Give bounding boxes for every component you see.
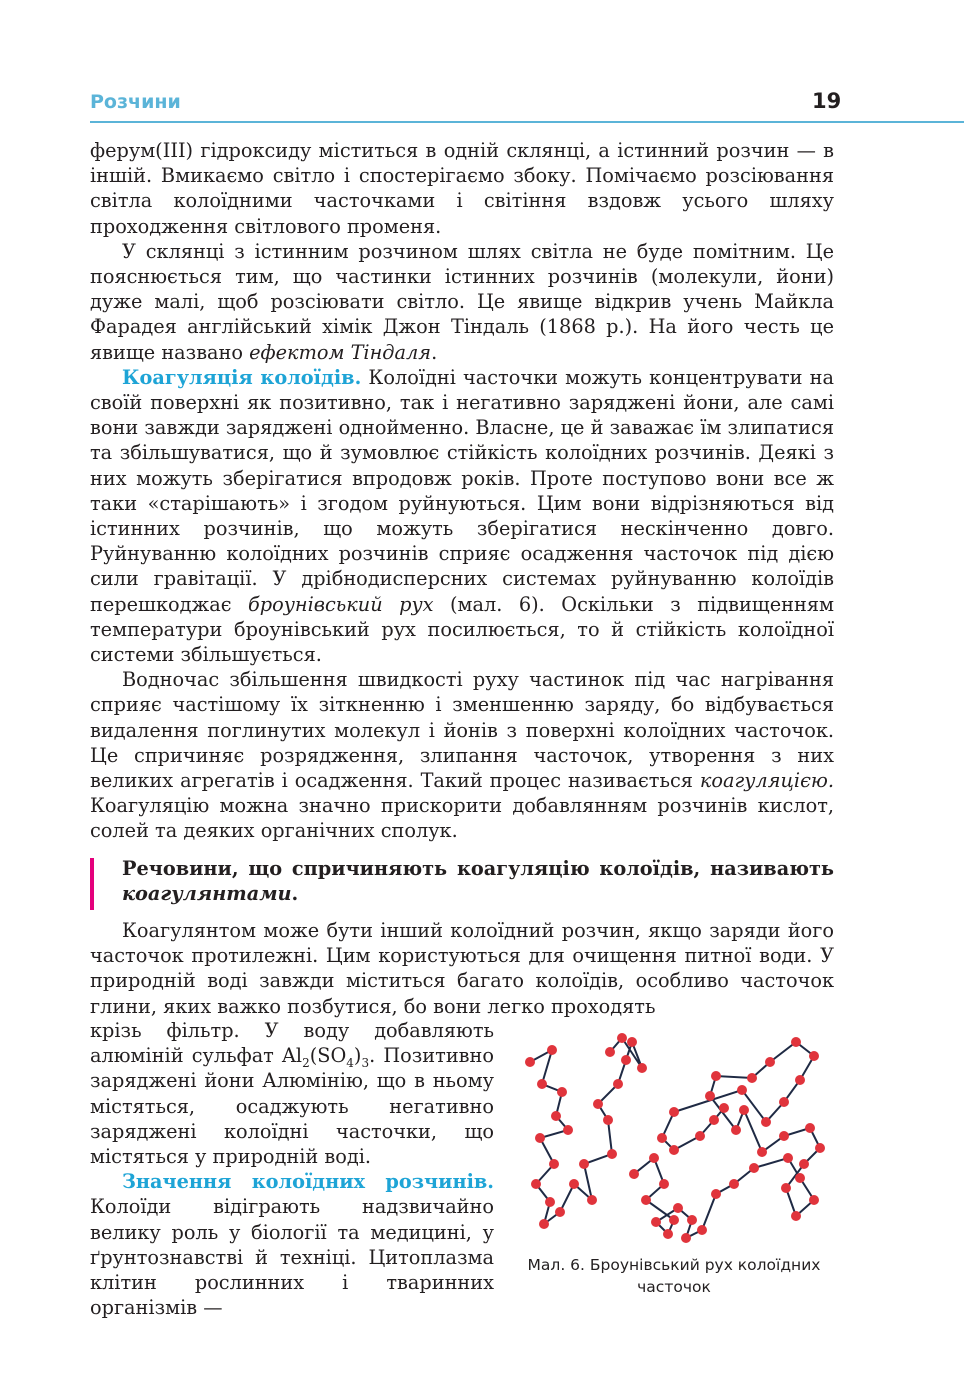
particle-dot xyxy=(809,1051,819,1061)
particle-dot xyxy=(757,1147,767,1157)
particle-dot xyxy=(781,1183,791,1193)
particle-dot xyxy=(549,1159,559,1169)
page-header xyxy=(90,91,964,123)
particle-dot xyxy=(779,1131,789,1141)
particle-dot xyxy=(779,1097,789,1107)
particle-dot xyxy=(673,1203,683,1213)
particle-dot xyxy=(687,1215,697,1225)
particle-dot xyxy=(709,1115,719,1125)
particle-dot xyxy=(535,1133,545,1143)
particle-dot xyxy=(525,1057,535,1067)
particle-dot xyxy=(737,1085,747,1095)
particle-dot xyxy=(805,1123,815,1133)
particle-path xyxy=(530,1038,642,1224)
particle-dot xyxy=(765,1057,775,1067)
paragraph-3: Коагуляція колоїдів. Колоїдні часточки можуть концентрувати на своїй поверхні як позитивно, так і негативно заряджені йони, але самі вони завжди заряджені однойменно. Власне, це й заважає їм злипатися та збільшуватися, що й зумовлює стійкість колоїдних розчинів. Деякі з них можуть зберігатися впродовж років. Проте поступово вони все ж таки «старішають» і згодом руйнуються. Цим вони відрізняються від істинних розчинів, що можуть зберігатися нескінченно довго. Руйнуванню колоїдних розчинів сприяє осадження часточок під дією сили гравітації. У дрібнодисперсних системах руйнуванню колоїдів перешкоджає броунівський рух (мал. 6). Оскільки з підвищенням температури броунівський рух посилюється, то й стійкість колоїдної системи збільшується. xyxy=(90,365,834,667)
particle-dot xyxy=(739,1105,749,1115)
particle-dot xyxy=(795,1173,805,1183)
particle-dot xyxy=(761,1117,771,1127)
particle-dot xyxy=(659,1179,669,1189)
brownian-motion-figure xyxy=(514,1024,834,1254)
figure-caption: Мал. 6. Броунівський рух колоїдних часточок xyxy=(527,1256,821,1296)
particle-dot xyxy=(795,1075,805,1085)
particle-dot xyxy=(551,1111,561,1121)
particle-dot xyxy=(729,1179,739,1189)
particle-dot xyxy=(657,1133,667,1143)
page-number: 19 xyxy=(812,89,842,113)
particle-dot xyxy=(669,1145,679,1155)
particle-dot xyxy=(569,1179,579,1189)
particle-dot xyxy=(649,1153,659,1163)
particle-dot xyxy=(555,1207,565,1217)
paragraph-4: Водночас збільшення швидкості руху частинок під час нагрівання сприяє частішому їх зіткненню і зменшенню заряду, бо відбувається видалення поглинутих молекул і йонів з поверхні колоїдних часточок. Це спричиняє розрядження, злипання часточок, утворення з них великих агрегатів і осадження. Такий процес називається коагуляцією. Коагуляцію можна значно прискорити добавлянням розчинів кислот, солей та деяких органічних сполук. xyxy=(90,668,834,843)
particle-dot xyxy=(617,1033,627,1043)
particle-dot xyxy=(747,1073,757,1083)
particle-dot xyxy=(669,1107,679,1117)
particle-dot xyxy=(587,1195,597,1205)
particle-dot xyxy=(809,1195,819,1205)
paragraph-5-continued: крізь фільтр. У воду добавляють алюміній сульфат $Al_2(SO_4)_3$. Позитивно заряджені йони Алюмінію, що в ньому містяться, осаджують негативно заряджені колоїдні часточки, що містяться у природній воді. xyxy=(90,1019,494,1169)
heading-colloid-significance: Значення колоїдних розчинів. xyxy=(122,1170,494,1194)
particle-dot xyxy=(681,1233,691,1243)
particle-dot xyxy=(593,1099,603,1109)
term-tyndall-effect: ефектом Тіндаля xyxy=(249,340,432,364)
particle-dot xyxy=(627,1037,637,1047)
particle-dot xyxy=(705,1091,715,1101)
particle-dot xyxy=(563,1125,573,1135)
paragraph-6: Значення колоїдних розчинів. Колоїди відіграють надзвичайно велику роль у біології та медицині, у ґрунтознавстві й техніці. Цитоплазма клітин рослинних і тваринних організмів — xyxy=(90,1170,494,1320)
particle-dot xyxy=(547,1045,557,1055)
particle-dot xyxy=(539,1219,549,1229)
particle-dot xyxy=(749,1163,759,1173)
particle-dot xyxy=(731,1125,741,1135)
section-title: Розчини xyxy=(90,91,181,113)
particle-dot xyxy=(605,1047,615,1057)
paragraph-1: ферум(III) гідроксиду міститься в одній склянці, а істинний розчин — в іншій. Вмикаємо світло і спостерігаємо збоку. Помічаємо розсіювання світла колоїдними часточками і світіння вздовж усього шляху проходження світлового променя. xyxy=(90,139,834,238)
paragraph-2: У склянці з істинним розчином шлях світла не буде помітним. Це пояснюється тим, що частинки істинних розчинів (молекули, йони) дуже малі, щоб розсіювати світло. Це явище відкрив учень Майкла Фарадея англійський хімік Джон Тіндаль (1868 р.). На його честь це явище названо ефектом Тіндаля. xyxy=(90,239,834,364)
particle-dot xyxy=(603,1115,613,1125)
definition-marker xyxy=(90,858,94,910)
particle-dot xyxy=(719,1103,729,1113)
heading-coagulation: Коагуляція колоїдів. xyxy=(122,365,362,389)
paragraph-5-start: Коагулянтом може бути інший колоїдний розчин, якщо заряди його часточок протилежні. Цим користуються для очищення питної води. У природній воді завжди міститься багато колоїдів, особливо часточок глини, яких важко позбутися, бо вони легко проходять xyxy=(90,919,834,1018)
particle-dot xyxy=(531,1179,541,1189)
wrapped-text xyxy=(90,1018,494,1320)
particle-dot xyxy=(613,1079,623,1089)
particle-dot xyxy=(663,1229,673,1239)
particle-dot xyxy=(545,1197,555,1207)
particle-dot xyxy=(579,1159,589,1169)
particle-dot xyxy=(697,1225,707,1235)
particle-dot xyxy=(621,1055,631,1065)
particle-dot xyxy=(791,1037,801,1047)
particle-dot xyxy=(695,1131,705,1141)
definition-box xyxy=(90,856,834,906)
term-coagulation: коагуляцією. xyxy=(699,769,834,793)
particle-dot xyxy=(651,1217,661,1227)
particle-dot xyxy=(607,1149,617,1159)
main-text xyxy=(90,138,834,844)
term-coagulants: коагулянтами xyxy=(122,882,292,906)
particle-dot xyxy=(557,1087,567,1097)
particle-dot xyxy=(815,1143,825,1153)
particle-dot xyxy=(791,1211,801,1221)
particle-dot xyxy=(711,1189,721,1199)
particle-dot xyxy=(711,1071,721,1081)
term-brownian-motion: броунівський рух xyxy=(247,592,434,616)
particle-dot xyxy=(783,1153,793,1163)
particle-dot xyxy=(637,1063,647,1073)
particle-dot xyxy=(669,1215,679,1225)
definition-text: Речовини, що спричиняють коагуляцію колоїдів, називають коагулянтами. xyxy=(122,857,834,906)
particle-dot xyxy=(641,1195,651,1205)
particle-dot xyxy=(799,1159,809,1169)
particle-dot xyxy=(537,1079,547,1089)
particle-dot xyxy=(629,1169,639,1179)
